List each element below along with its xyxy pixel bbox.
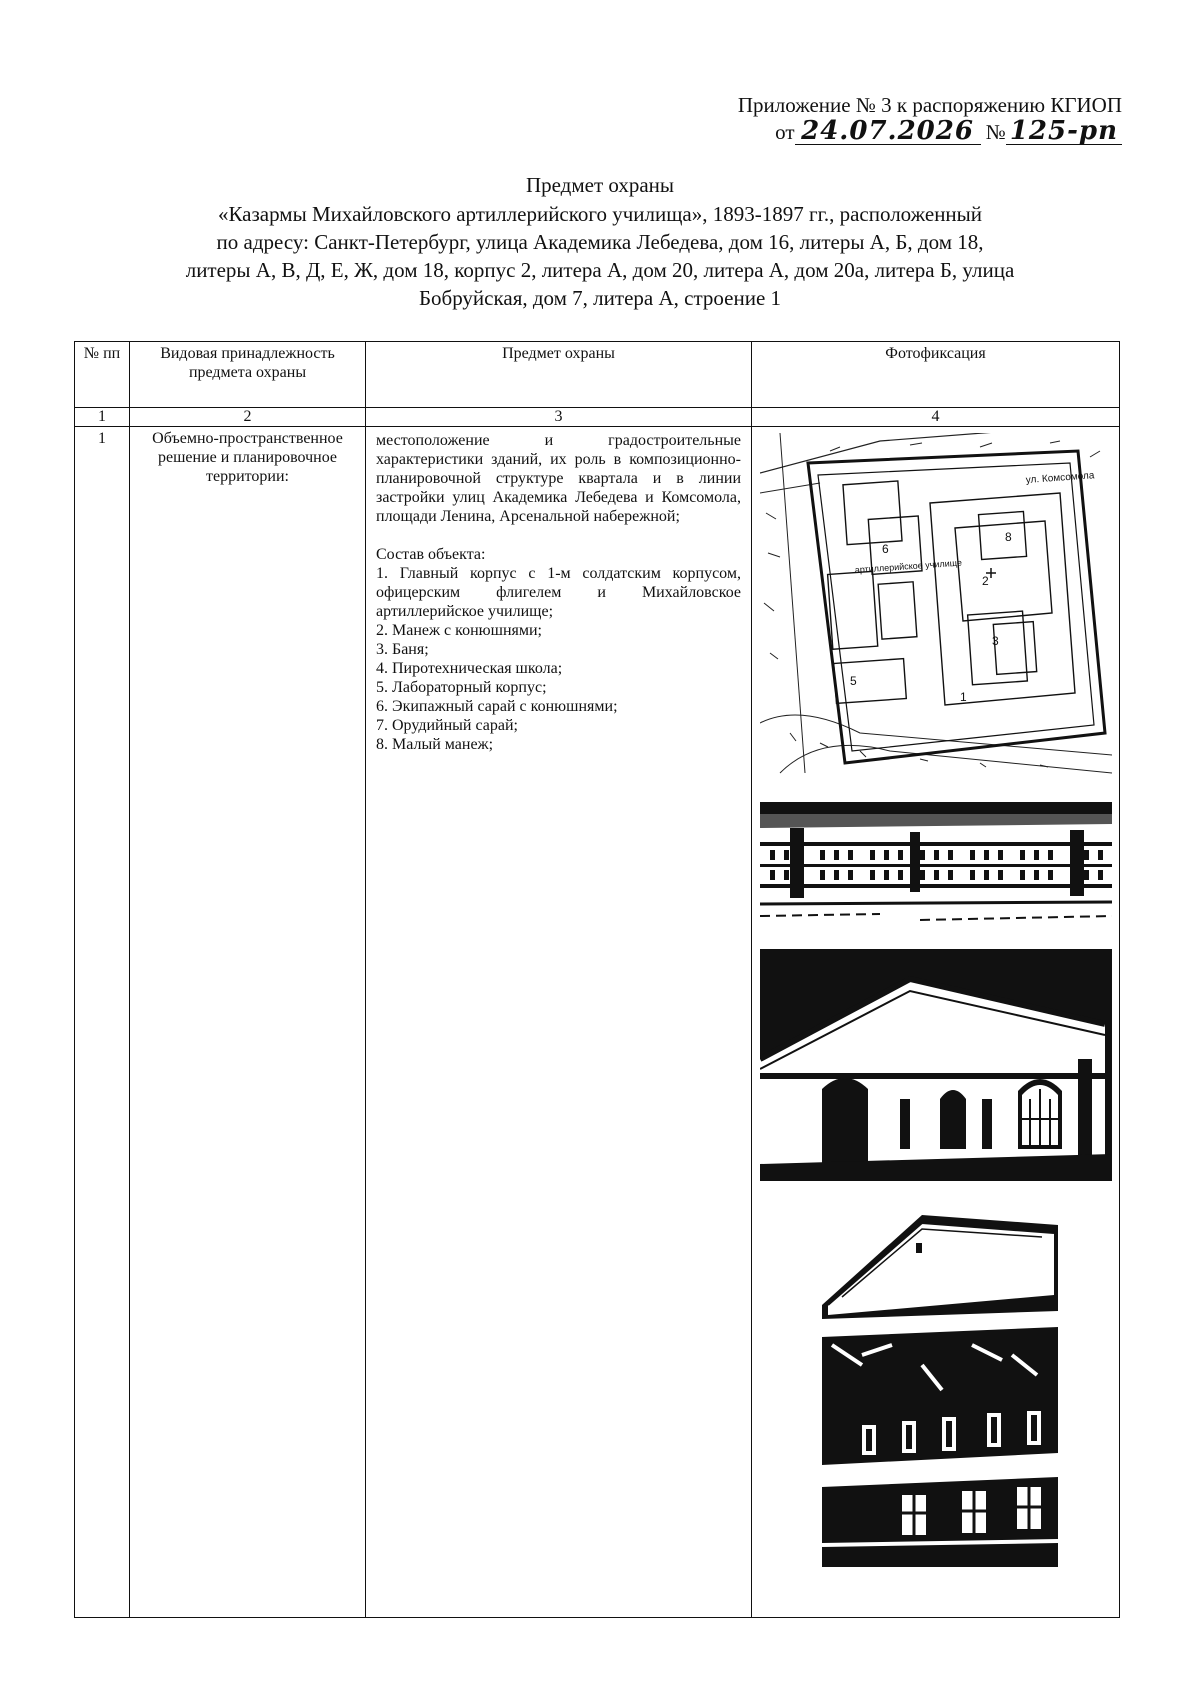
header-subject: Предмет охраны — [366, 342, 752, 408]
protection-table — [74, 341, 1120, 1618]
photo-cell — [752, 427, 1120, 1618]
number-label: № — [985, 120, 1006, 144]
index-row — [75, 408, 1120, 427]
header-photo: Фотофиксация — [752, 342, 1120, 408]
appendix-line: Приложение № 3 к распоряжению КГИОП — [737, 93, 1122, 117]
corner-building-photo — [822, 1215, 1058, 1567]
handwritten-number: 125-рп — [1006, 118, 1122, 145]
composition-item: 3. Баня; — [376, 641, 429, 658]
document-title — [0, 171, 1200, 312]
row-kind: Объемно-пространственное решение и планировочное территории: — [130, 427, 366, 1618]
index-cell: 2 — [130, 408, 366, 427]
composition-item: 7. Орудийный сарай; — [376, 717, 518, 734]
row-subject — [366, 427, 752, 1618]
map-label: 6 — [882, 542, 889, 556]
map-inner-label: артиллерийское училище — [854, 557, 963, 575]
composition-item: 1. Главный корпус с 1-м солдатским корпусом, офицерским флигелем и Михайловское артиллерийское училище; — [376, 565, 741, 620]
composition-item: 8. Малый манеж; — [376, 736, 494, 753]
handwritten-date: 24.07.2026 — [795, 118, 981, 145]
arched-building-photo — [760, 949, 1112, 1181]
title-heading: Предмет охраны — [525, 173, 675, 197]
title-line-4: Бобруйская, дом 7, литера А, строение 1 — [418, 286, 782, 310]
composition-item: 6. Экипажный сарай с конюшнями; — [376, 698, 618, 715]
header-row — [75, 342, 1120, 408]
composition-item: 2. Манеж с конюшнями; — [376, 622, 542, 639]
from-label: от — [775, 120, 795, 144]
subject-paragraph: местоположение и градостроительные характеристики зданий, их роль в композиционно-планировочной структуре квартала и в линии застройки улиц Академика Лебедева и Комсомола, площади Ленина, Арсенальной набережной; — [376, 432, 741, 525]
map-label: 5 — [850, 674, 857, 688]
appendix-header — [738, 92, 1122, 145]
map-street-label: ул. Комсомола — [1025, 470, 1095, 486]
table-row — [75, 427, 1120, 1618]
map-label: 2 — [982, 574, 989, 588]
map-label: 8 — [1005, 530, 1012, 544]
title-line-3: литеры А, В, Д, Е, Ж, дом 18, корпус 2, литера А, дом 20, литера А, дом 20а, литера Б, улица — [185, 258, 1015, 282]
title-line-2: по адресу: Санкт-Петербург, улица Академика Лебедева, дом 16, литеры А, Б, дом 18, — [216, 230, 984, 254]
composition-title: Состав объекта: — [376, 546, 486, 563]
header-kind: Видовая принадлежность предмета охраны — [130, 342, 366, 408]
header-num: № пп — [75, 342, 130, 408]
title-line-1: «Казармы Михайловского артиллерийского училища», 1893-1897 гг., расположенный — [217, 202, 983, 226]
site-plan-map — [760, 433, 1112, 781]
row-number: 1 — [75, 427, 130, 1618]
map-label: 1 — [960, 690, 967, 704]
composition-item: 4. Пиротехническая школа; — [376, 660, 563, 677]
order-line — [738, 118, 1122, 145]
index-cell: 1 — [75, 408, 130, 427]
map-label: 3 — [992, 634, 999, 648]
facade-photo — [760, 802, 1112, 930]
index-cell: 4 — [752, 408, 1120, 427]
index-cell: 3 — [366, 408, 752, 427]
composition-item: 5. Лабораторный корпус; — [376, 679, 547, 696]
